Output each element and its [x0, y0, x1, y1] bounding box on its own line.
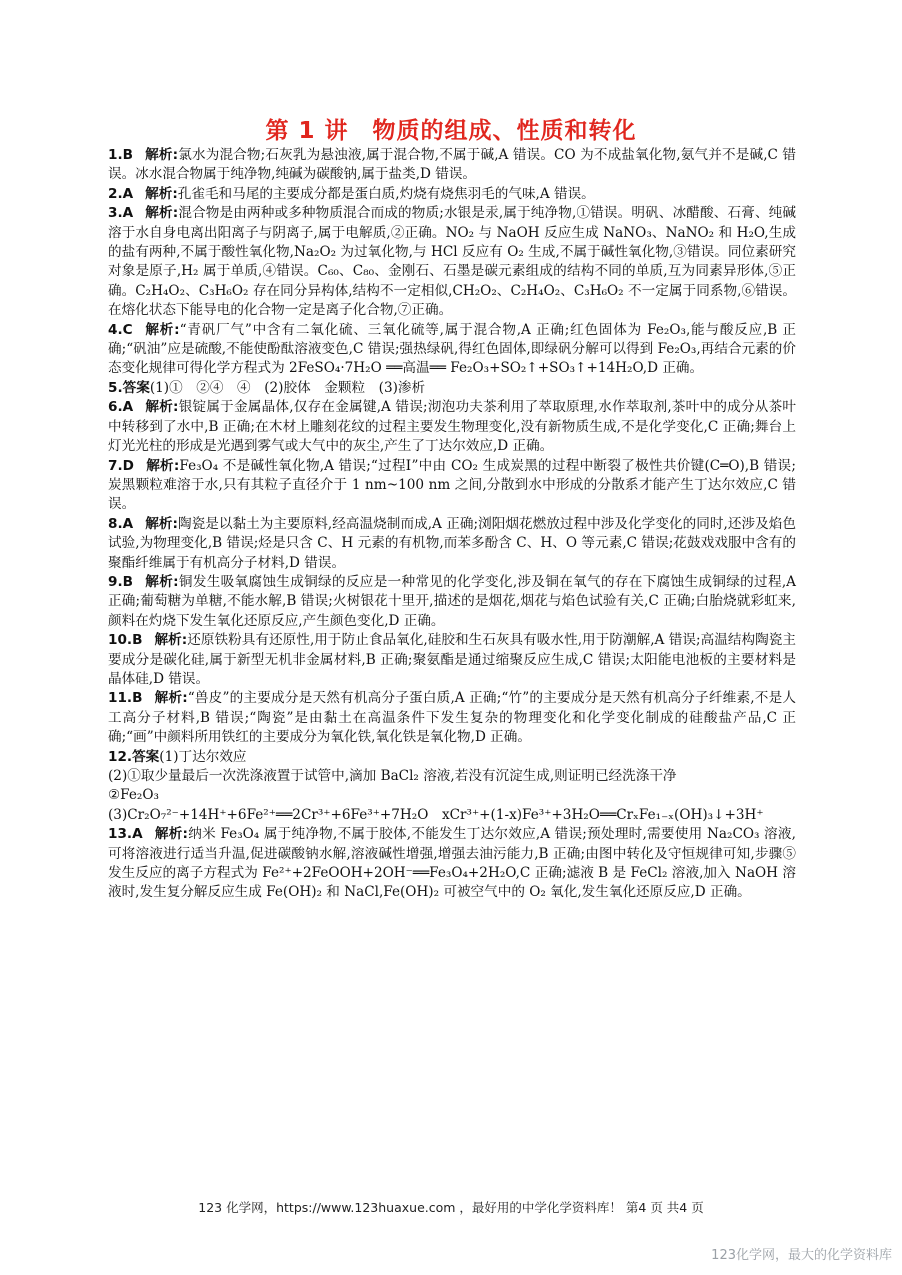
answer-text: (1)① ②④ ④ (2)胶体 金颗粒 (3)渗析: [149, 379, 426, 396]
analysis-label: 解析:: [154, 826, 188, 843]
answer-number: 10.B: [108, 632, 143, 649]
answer-text: “青矾厂气”中含有二氧化硫、三氧化硫等,属于混合物,A 正确;红色固体为 Fe₂O₃,能与酸反应,B 正确;“矾油”应是硫酸,不能使酚酞溶液变色,C 错误;强热绿矾,得红色固体,即绿矾分解可以得到 Fe₂O₃,再结合元素的价态变化规律可得化学方程式为 2FeSO₄·7H₂O ══高温══ Fe₂O₃+SO₂↑+SO₃↑+14H₂O,D 正确。: [108, 321, 797, 377]
answer-text: 氯水为混合物;石灰乳为悬浊液,属于混合物,不属于碱,A 错误。CO 为不成盐氧化物,氨气并不是碱,C 错误。冰水混合物属于纯净物,纯碱为碳酸钠,属于盐类,D 错误。: [108, 147, 796, 183]
answer-item: [108, 185, 796, 204]
page-footer: 123 化学网，https://www.123huaxue.com ，最好用的中学化学资料库！ 第4 页 共4 页: [198, 1200, 704, 1215]
analysis-label: 解析:: [145, 515, 178, 532]
answer-text: 还原铁粉具有还原性,用于防止食品氧化,硅胶和生石灰具有吸水性,用于防潮解,A 错误;高温结构陶瓷主要成分是碳化硅,属于新型无机非金属材料,B 正确;聚氨酯是通过缩聚反应生成,C 错误;太阳能电池板的主要材料是晶体硅,D 错误。: [108, 632, 797, 687]
answer-number: 1.B: [108, 147, 133, 163]
analysis-label: 解析:: [154, 690, 188, 707]
answer-list: [108, 146, 796, 903]
answer-item: [108, 689, 796, 747]
answer-number: 6.A: [108, 399, 134, 416]
answer-text: (1)丁达尔效应: [159, 748, 247, 765]
answer-item: [108, 321, 796, 379]
answer-text: 纳米 Fe₃O₄ 属于纯净物,不属于胶体,不能发生丁达尔效应,A 错误;预处理时,需要使用 Na₂CO₃ 溶液,可将溶液进行适当升温,促进碳酸钠水解,溶液碱性增强,增强去油污能力,B 正确;由图中转化及守恒规律可知,步骤⑤发生反应的离子方程式为 Fe²⁺+2FeOOH+2OH⁻══Fe₃O₄+2H₂O,C 正确;滤液 B 是 FeCl₂ 溶液,加入 NaOH 溶液时,发生复分解反应生成 Fe(OH)₂ 和 NaCl,Fe(OH)₂ 可被空气中的 O₂ 氧化,发生氧化还原反应,D 正确。: [108, 826, 797, 901]
analysis-label: 解析:: [144, 147, 179, 163]
answer-text: (3)Cr₂O₇²⁻+14H⁺+6Fe²⁺══2Cr³⁺+6Fe³⁺+7H₂O xCr³⁺+(1-x)Fe³⁺+3H₂O══CrₓFe₁₋ₓ(OH)₃↓+3H⁺: [108, 806, 764, 823]
answer-text: (2)①取少量最后一次洗涤液置于试管中,滴加 BaCl₂ 溶液,若没有沉淀生成,则证明已经洗涤干净: [108, 768, 677, 784]
answer-item: [108, 825, 796, 903]
answer-number: 2.A: [108, 185, 134, 202]
answer-item: [108, 515, 796, 573]
answer-item: [108, 748, 796, 767]
analysis-label: 解析:: [145, 205, 179, 222]
answer-number: 12.答案: [108, 748, 160, 765]
answer-number: 4.C: [108, 321, 133, 338]
answer-number: 9.B: [108, 573, 133, 590]
analysis-label: 解析:: [145, 185, 178, 202]
answer-number: 3.A: [108, 205, 134, 222]
answer-text: “兽皮”的主要成分是天然有机高分子蛋白质,A 正确;“竹”的主要成分是天然有机高分子纤维素,不是人工高分子材料,B 错误;“陶瓷”是由黏土在高温条件下发生复杂的物理变化和化学变化制成的硅酸盐产品,C 正确;“画”中颜料所用铁红的主要成分为氧化铁,氧化铁是氧化物,D 正确。: [108, 690, 796, 746]
answer-item: [108, 786, 796, 805]
answer-text: 陶瓷是以黏土为主要原料,经高温烧制而成,A 正确;浏阳烟花燃放过程中涉及化学变化的同时,还涉及焰色试验,为物理变化,B 错误;烃是只含 C、H 元素的有机物,而苯多酚含 C、H、O 等元素,C 错误;花鼓戏戏服中含有的聚酯纤维属于有机高分子材料,D 错误。: [108, 515, 796, 571]
answer-item: [108, 457, 796, 515]
answer-item: [108, 631, 796, 689]
answer-number: 5.答案: [108, 379, 150, 396]
site-watermark: 123化学网，最大的化学资料库: [711, 1248, 892, 1263]
answer-text: 混合物是由两种或多种物质混合而成的物质;水银是汞,属于纯净物,①错误。明矾、冰醋酸、石膏、纯碱溶于水自身电离出阳离子与阴离子,属于电解质,②正确。NO₂ 与 NaOH 反应生成 NaNO₃、NaNO₂ 和 H₂O,生成的盐有两种,不属于酸性氧化物,Na₂O₂ 为过氧化物,与 HCl 反应有 O₂ 生成,不属于碱性氧化物,③错误。同位素研究对象是原子,H₂ 属于单质,④错误。C₆₀、C₈₀、金刚石、石墨是碳元素组成的结构不同的单质,互为同素异形体,⑤正确。C₂H₄O₂、C₃H₆O₂ 存在同分异构体,结构不一定相似,CH₂O₂、C₂H₄O₂、C₃H₆O₂ 不一定属于同系物,⑥错误。在熔化状态下能导电的化合物一定是离子化合物,⑦正确。: [108, 205, 797, 319]
analysis-label: 解析:: [144, 573, 179, 590]
page-title: 第 1 讲 物质的组成、性质和转化: [265, 118, 637, 144]
analysis-label: 解析:: [154, 632, 188, 649]
answer-item: [108, 204, 796, 320]
answer-text: 银锭属于金属晶体,仅存在金属键,A 错误;沏泡功夫茶利用了萃取原理,水作萃取剂,茶叶中的成分从茶叶中转移到了水中,B 正确;在木材上雕刻花纹的过程主要发生物理变化,没有新物质生成,不是化学变化,C 正确;舞台上灯光光柱的形成是光遇到雾气或大气中的灰尘,产生了丁达尔效应,D 正确。: [108, 399, 797, 455]
analysis-label: 解析:: [144, 321, 180, 338]
answer-text: 铜发生吸氧腐蚀生成铜绿的反应是一种常见的化学变化,涉及铜在氧气的存在下腐蚀生成铜绿的过程,A 正确;葡萄糖为单糖,不能水解,B 错误;火树银花十里开,描述的是烟花,烟花与焰色试验有关,C 正确;白胎烧就彩虹来,颜料在灼烧下发生氧化还原反应,产生颜色变化,D 正确。: [108, 573, 796, 629]
analysis-label: 解析:: [145, 399, 179, 416]
analysis-label: 解析:: [145, 457, 180, 474]
answer-text: 孔雀毛和马尾的主要成分都是蛋白质,灼烧有烧焦羽毛的气味,A 错误。: [177, 185, 595, 202]
answer-item: [108, 573, 796, 631]
answer-number: 11.B: [108, 690, 143, 707]
answer-text: ②Fe₂O₃: [108, 787, 159, 804]
answer-item: [108, 806, 796, 825]
answer-item: [108, 379, 796, 398]
answer-item: [108, 398, 796, 456]
answer-number: 7.D: [108, 457, 134, 474]
answer-item: [108, 146, 796, 185]
answer-item: [108, 767, 796, 786]
answer-number: 13.A: [108, 826, 143, 843]
answer-text: Fe₃O₄ 不是碱性氧化物,A 错误;“过程Ⅰ”中由 CO₂ 生成炭黑的过程中断裂了极性共价键(C═O),B 错误;炭黑颗粒难溶于水,只有其粒子直径介于 1 nm~100 nm 之间,分散到水中形成的分散系才能产生丁达尔效应,C 错误。: [108, 457, 797, 513]
answer-number: 8.A: [108, 515, 134, 532]
